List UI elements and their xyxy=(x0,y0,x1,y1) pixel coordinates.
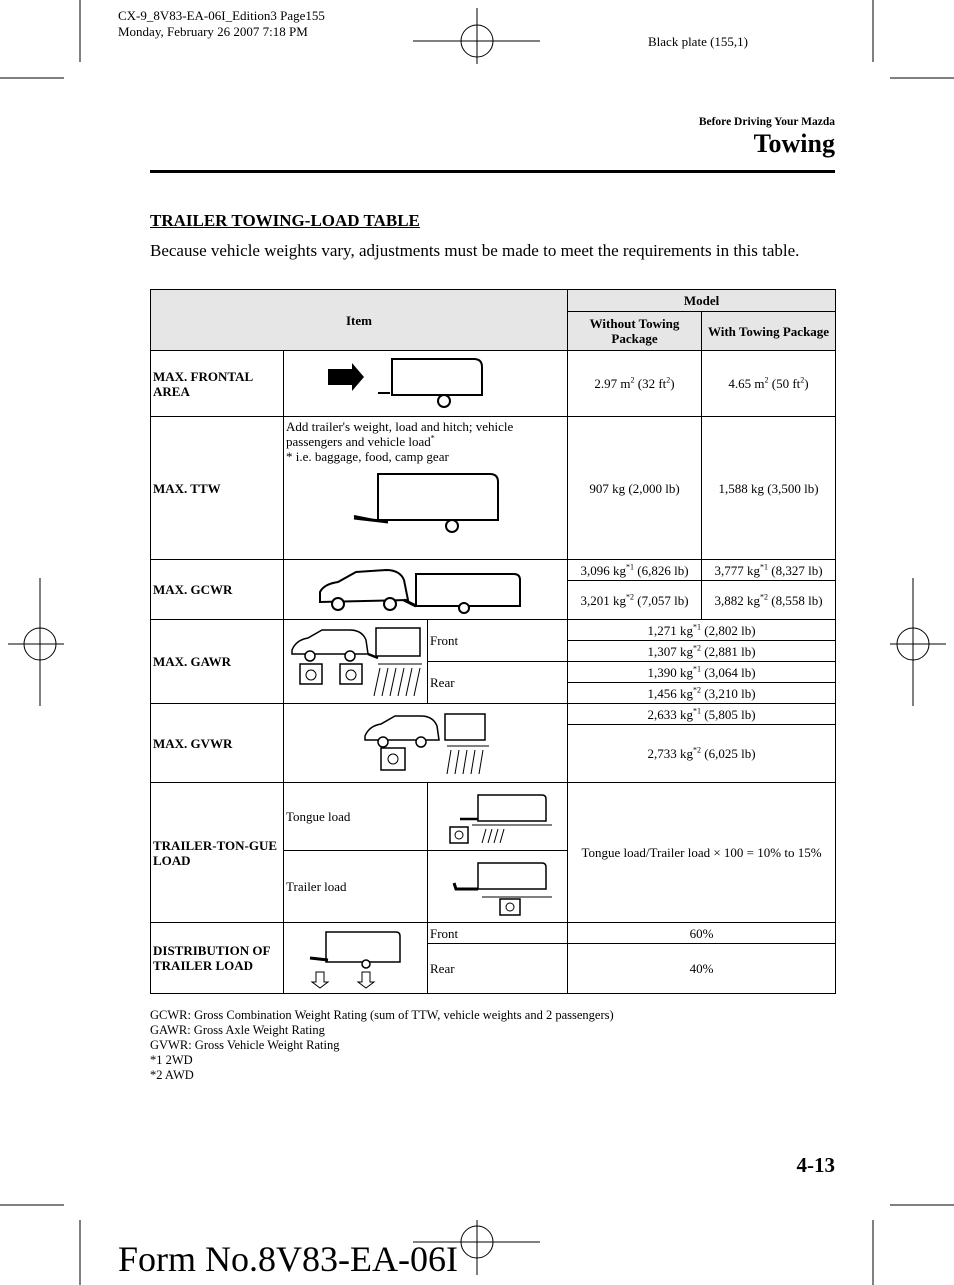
gcwr-with-awd: 3,882 $kg^{*2}$ (8,558 lb) xyxy=(702,581,836,620)
trailer-load-illustration xyxy=(428,851,568,923)
page-title: Towing xyxy=(753,129,835,158)
footnote-gawr: GAWR: Gross Axle Weight Rating xyxy=(150,1023,325,1037)
tongue-load-illustration xyxy=(428,783,568,851)
ttw-note: * i.e. baggage, food, camp gear xyxy=(286,449,449,464)
title-rule xyxy=(150,170,835,173)
trailer-front-arrow-icon xyxy=(326,355,526,413)
model-header: Model xyxy=(568,290,836,312)
vehicle-scale-icon xyxy=(361,710,491,776)
without-towing-header: Without Towing Package xyxy=(568,312,702,351)
form-number: Form No.8V83-EA-06I xyxy=(118,1239,458,1279)
footnote-2wd: *1 2WD xyxy=(150,1053,193,1067)
ttw-description: Add trailer's weight, load and hitch; vehicle passengers and vehicle load* xyxy=(286,419,514,449)
gawr-illustration xyxy=(284,620,428,704)
gcwr-illustration xyxy=(284,560,568,620)
frontal-with-value: 4.65 $m^2$ (50 $ft^2$) xyxy=(702,351,836,417)
gvwr-awd: 2,733 $kg^{*2}$ (6,025 lb) xyxy=(568,725,836,783)
gawr-rear-2wd: 1,390 $kg^{*1}$ (3,064 lb) xyxy=(568,662,836,683)
footnote-gcwr: GCWR: Gross Combination Weight Rating (sum of TTW, vehicle weights and 2 passengers) xyxy=(150,1008,614,1022)
trailer-scale-icon xyxy=(442,857,554,917)
gawr-rear-label: Rear xyxy=(428,662,568,704)
gvwr-illustration xyxy=(284,704,568,783)
gawr-front-2wd: 1,271 $kg^{*1}$ (2,802 lb) xyxy=(568,620,836,641)
page-number: 4-13 xyxy=(796,1153,835,1177)
towing-load-table xyxy=(150,289,836,994)
ttw-without-value: 907 kg (2,000 lb) xyxy=(568,417,702,560)
distribution-front-label: Front xyxy=(428,923,568,944)
print-header xyxy=(118,8,325,40)
gawr-rear-awd: 1,456 $kg^{*2}$ (3,210 lb) xyxy=(568,683,836,704)
ttw-description-cell xyxy=(284,417,568,560)
gawr-label: MAX. GAWR xyxy=(151,620,284,704)
print-header-line2: Monday, February 26 2007 7:18 PM xyxy=(118,24,308,39)
gcwr-with-2wd: 3,777 $kg^{*1}$ (8,327 lb) xyxy=(702,560,836,581)
gawr-front-awd: 1,307 $kg^{*2}$ (2,881 lb) xyxy=(568,641,836,662)
table-heading: TRAILER TOWING-LOAD TABLE xyxy=(150,211,420,230)
distribution-front-value: 60% xyxy=(568,923,836,944)
distribution-rear-value: 40% xyxy=(568,944,836,994)
distribution-label: DISTRIBUTION OF TRAILER LOAD xyxy=(151,923,284,994)
distribution-rear-label: Rear xyxy=(428,944,568,994)
plate-label: Black plate (155,1) xyxy=(648,34,748,49)
ttw-label: MAX. TTW xyxy=(151,417,284,560)
load-distribution-icon xyxy=(306,926,406,990)
with-towing-header: With Towing Package xyxy=(702,312,836,351)
gvwr-label: MAX. GVWR xyxy=(151,704,284,783)
distribution-illustration xyxy=(284,923,428,994)
gawr-front-label: Front xyxy=(428,620,568,662)
gcwr-without-2wd: 3,096 $kg^{*1}$ (6,826 lb) xyxy=(568,560,702,581)
frontal-area-label: MAX. FRONTAL AREA xyxy=(151,351,284,417)
tongue-load-formula: Tongue load/Trailer load × 100 = 10% to 15% xyxy=(568,783,836,923)
gvwr-2wd: 2,633 $kg^{*1}$ (5,805 lb) xyxy=(568,704,836,725)
trailer-load-text: Trailer load xyxy=(284,851,428,923)
ttw-with-value: 1,588 kg (3,500 lb) xyxy=(702,417,836,560)
tongue-load-text: Tongue load xyxy=(284,783,428,851)
gcwr-without-awd: 3,201 $kg^{*2}$ (7,057 lb) xyxy=(568,581,702,620)
vehicle-with-trailer-icon xyxy=(316,566,536,614)
frontal-area-illustration xyxy=(284,351,568,417)
print-header-line1: CX-9_8V83-EA-06I_Edition3 Page155 xyxy=(118,8,325,23)
section-label: Before Driving Your Mazda xyxy=(698,116,835,128)
tongue-load-label: TRAILER-TON-GUE LOAD xyxy=(151,783,284,923)
frontal-without-value: 2.97 $m^2$ (32 $ft^2$) xyxy=(568,351,702,417)
trailer-tongue-icon xyxy=(348,470,508,536)
gcwr-label: MAX. GCWR xyxy=(151,560,284,620)
tongue-scale-icon xyxy=(442,789,554,845)
footnote-gvwr: GVWR: Gross Vehicle Weight Rating xyxy=(150,1038,340,1052)
intro-text: Because vehicle weights vary, adjustments must be made to meet the requirements in this table. xyxy=(150,241,800,260)
item-header: Item xyxy=(151,290,568,351)
footnotes xyxy=(150,1008,614,1083)
axle-scale-icon xyxy=(288,624,424,700)
footnote-awd: *2 AWD xyxy=(150,1068,194,1082)
